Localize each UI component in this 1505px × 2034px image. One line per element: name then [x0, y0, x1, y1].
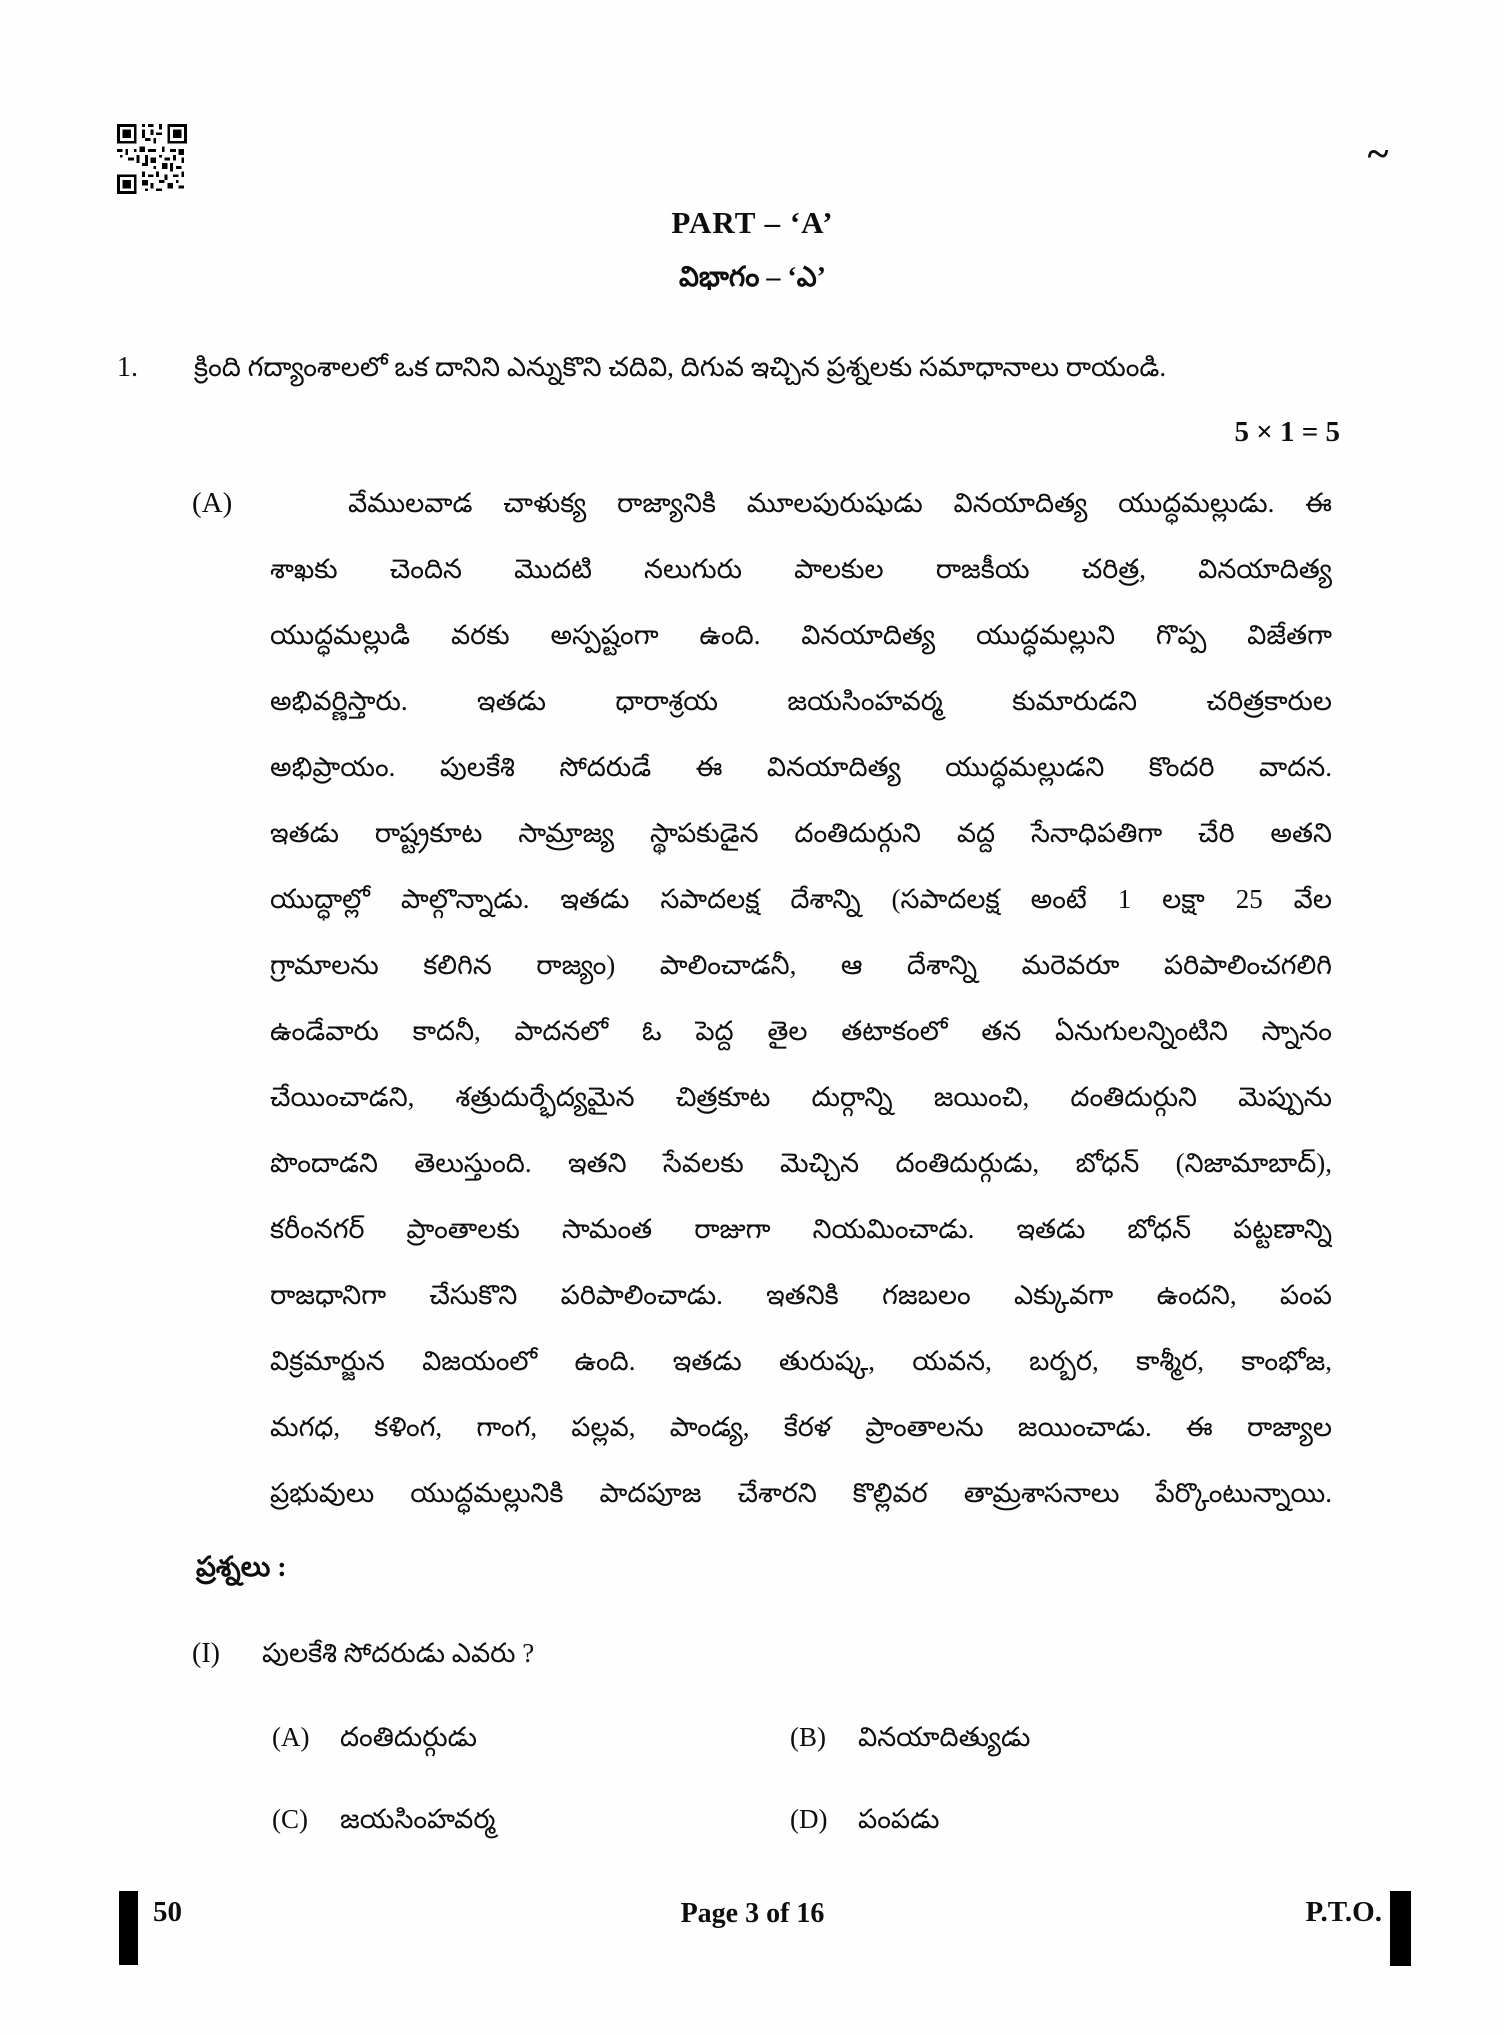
- sub-question-text: పులకేశి సోదరుడు ఎవరు ?: [262, 1638, 535, 1668]
- option-label: (A): [272, 1722, 310, 1752]
- option-c: [272, 1804, 790, 1886]
- option-text: దంతిదుర్గుడు: [340, 1722, 477, 1752]
- passage-line: వేములవాడ చాళుక్య రాజ్యానికి మూలపురుషుడు వినయాదిత్య యుద్ధమల్లుడు. ఈ: [348, 488, 1332, 518]
- options-grid: [272, 1722, 1342, 1886]
- passage-line: ప్రభువులు యుద్ధమల్లునికి పాదపూజ చేశారని కొల్లివర తామ్రశాసనాలు పేర్కొంటున్నాయి.: [270, 1478, 1332, 1508]
- questions-heading: ప్రశ్నలు :: [196, 1552, 287, 1583]
- option-label: (C): [272, 1804, 308, 1834]
- question-marks: 5 × 1 = 5: [1234, 416, 1340, 448]
- passage-line: మగధ, కళింగ, గాంగ, పల్లవ, పాండ్య, కేరళ ప్రాంతాలను జయించాడు. ఈ రాజ్యాల: [270, 1412, 1332, 1442]
- part-title: PART – ‘A’: [671, 205, 834, 240]
- option-label: (D): [790, 1804, 828, 1834]
- option-text: పంపడు: [858, 1804, 940, 1834]
- corner-tilde-mark: ~: [1367, 131, 1389, 176]
- question-number: 1.: [117, 352, 138, 383]
- passage-line: గ్రామాలను కలిగిన రాజ్యం) పాలించాడనీ, ఆ దేశాన్ని మరెవరూ పరిపాలించగలిగి: [270, 950, 1332, 980]
- question-text: క్రింది గద్యాంశాలలో ఒక దానిని ఎన్నుకొని చదివి, దిగువ ఇచ్చిన ప్రశ్నలకు సమాధానాలు రాయండి.: [194, 352, 1167, 382]
- passage-line: విక్రమార్జున విజయంలో ఉంది. ఇతడు తురుష్క, యవన, బర్బర, కాశ్మీర, కాంభోజ,: [270, 1346, 1332, 1376]
- passage-line: పొందాడని తెలుస్తుంది. ఇతని సేవలకు మెచ్చిన దంతిదుర్గుడు, బోధన్ (నిజామాబాద్),: [270, 1148, 1332, 1178]
- passage-label: (A): [192, 487, 233, 519]
- passage-line: యుద్ధమల్లుడి వరకు అస్పష్టంగా ఉంది. వినయాదిత్య యుద్ధమల్లుని గొప్ప విజేతగా: [270, 620, 1332, 650]
- paper-code: 50: [153, 1896, 182, 1928]
- footer-right-bar: [1390, 1891, 1411, 1966]
- page-number: Page 3 of 16: [680, 1898, 825, 1929]
- pto-label: P.T.O.: [1305, 1896, 1382, 1928]
- passage-line: అభివర్ణిస్తారు. ఇతడు ధారాశ్రయ జయసింహవర్మ కుమారుడని చరిత్రకారుల: [270, 686, 1332, 716]
- passage-line: చేయించాడని, శత్రుదుర్భేద్యమైన చిత్రకూట దుర్గాన్ని జయించి, దంతిదుర్గుని మెప్పును: [270, 1082, 1332, 1112]
- passage-line: శాఖకు చెందిన మొదటి నలుగురు పాలకుల రాజకీయ చరిత్ర, వినయాదిత్య: [270, 554, 1332, 584]
- passage-line: కరీంనగర్ ప్రాంతాలకు సామంత రాజుగా నియమించాడు. ఇతడు బోధన్ పట్టణాన్ని: [270, 1214, 1332, 1244]
- option-b: [790, 1722, 1342, 1804]
- option-text: వినయాదిత్యుడు: [858, 1722, 1031, 1752]
- passage-line: యుద్ధాల్లో పాల్గొన్నాడు. ఇతడు సపాదలక్ష దేశాన్ని (సపాదలక్ష అంటే 1 లక్షా 25 వేల: [270, 884, 1332, 914]
- option-a: [272, 1722, 790, 1804]
- section-title: విభాగం – ‘ఎ’: [678, 262, 826, 293]
- option-label: (B): [790, 1722, 826, 1752]
- option-d: [790, 1804, 1342, 1886]
- sub-question-number: (I): [192, 1638, 220, 1669]
- passage-line: ఉండేవారు కాదనీ, పాదనలో ఓ పెద్ద తైల తటాకంలో తన ఏనుగులన్నింటిని స్నానం: [270, 1016, 1332, 1046]
- passage-line: రాజధానిగా చేసుకొని పరిపాలించాడు. ఇతనికి గజబలం ఎక్కువగా ఉందని, పంప: [270, 1280, 1332, 1310]
- option-text: జయసింహవర్మ: [340, 1804, 496, 1834]
- passage-line: అభిప్రాయం. పులకేశి సోదరుడే ఈ వినయాదిత్య యుద్ధమల్లుడని కొందరి వాదన.: [270, 752, 1332, 782]
- passage: [270, 470, 1332, 1526]
- passage-line: ఇతడు రాష్ట్రకూట సామ్రాజ్య స్థాపకుడైన దంతిదుర్గుని వద్ద సేనాధిపతిగా చేరి అతని: [270, 818, 1332, 848]
- qr-code-icon: [117, 121, 187, 197]
